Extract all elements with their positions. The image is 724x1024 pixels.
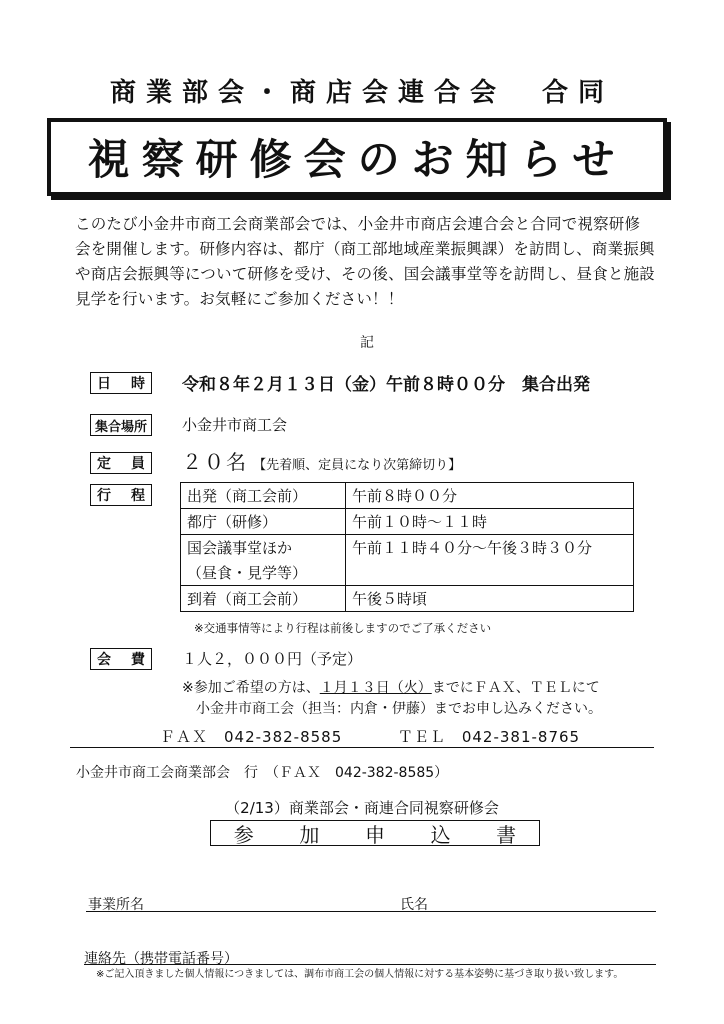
itinerary-place: 到着（商工会前） (181, 586, 346, 612)
application-pre: ※参加ご希望の方は、 (182, 680, 320, 696)
company-name-line[interactable] (86, 911, 656, 912)
form-title-char: 申 (364, 822, 385, 847)
name-label: 氏名 (400, 897, 428, 913)
page-title: 視察研修会のお知らせ (87, 135, 627, 184)
fee-label (90, 648, 152, 670)
capacity-label (90, 452, 152, 474)
fee-label-a: 会 (97, 652, 111, 668)
itinerary-place-line2: （昼食・見学等） (187, 564, 308, 582)
itinerary-time: 午前１０時～１１時 (346, 509, 634, 535)
fee-label-b: 費 (131, 652, 145, 668)
company-label: 事業所名 (88, 897, 144, 913)
application-line2: 小金井市商工会（担当：内倉・伊藤）までお申し込みください。 (196, 701, 602, 717)
date-value: 令和８年２月１３日（金）午前８時００分 集合出発 (182, 375, 590, 395)
intro-paragraph: このたび小金井市商工会商業部会では、小金井市商店会連合会と合同で視察研修会を開催します。研修内容は、都庁（商工部地域産業振興課）を訪問し、商業振興や商店会振興等について研修を受け、その後、国会議事堂等を訪問し、昼食と施設見学を行います。お気軽にご参加ください！！ (75, 215, 655, 308)
date-label-b: 時 (131, 376, 145, 392)
itinerary-label (90, 484, 152, 506)
itinerary-time: 午後５時頃 (346, 586, 634, 612)
application-line1 (182, 677, 600, 697)
capacity-note: 【先着順、定員になり次第締切り】 (253, 458, 462, 473)
date-label-a: 日 (97, 376, 111, 392)
title-box (47, 118, 667, 196)
contact-line (160, 726, 580, 747)
itinerary-place-line1: 国会議事堂ほか (187, 539, 293, 557)
contact-label: 連絡先（携帯電話番号） (84, 951, 238, 967)
place-value: 小金井市商工会 (182, 416, 288, 434)
capacity-value: ２０名 (182, 450, 248, 474)
capacity-label-b: 員 (131, 456, 145, 472)
ki-mark: 記 (360, 335, 374, 351)
itinerary-time: 午前１１時４０分～午後３時３０分 (346, 535, 634, 586)
itinerary-label-b: 程 (131, 488, 145, 504)
form-title-char: 参 (233, 822, 254, 847)
privacy-note: ※ご記入頂きました個人情報につきましては、調布市商工会の個人情報に対する基本姿勢に基づき取り扱い致します。 (96, 969, 624, 980)
form-title-box (210, 820, 540, 846)
application-post: までにＦＡＸ、ＴＥＬにて (431, 680, 600, 696)
itinerary-label-a: 行 (97, 488, 111, 504)
itinerary-table (180, 482, 634, 612)
table-row (181, 509, 634, 535)
form-title-char: 書 (496, 822, 517, 847)
contact-fax: ＦＡＸ 042-382-8585 (160, 728, 343, 746)
form-title-char: 加 (299, 822, 320, 847)
table-row (181, 586, 634, 612)
itinerary-place: 出発（商工会前） (181, 483, 346, 509)
table-row (181, 483, 634, 509)
divider (70, 747, 654, 748)
capacity-row (182, 446, 461, 475)
table-row (181, 535, 634, 586)
itinerary-note: ※交通事情等により行程は前後しますのでご了承ください (194, 621, 492, 635)
itinerary-place (181, 535, 346, 586)
application-deadline: １月１３日（火） (319, 680, 432, 696)
date-label (90, 372, 152, 394)
header-subtitle: 商業部会・商店会連合会 合同 (109, 78, 614, 108)
itinerary-place: 都庁（研修） (181, 509, 346, 535)
itinerary-time: 午前８時００分 (346, 483, 634, 509)
fee-value: １人２，０００円（予定） (182, 650, 363, 668)
form-subtitle: （2/13）商業部会・商連合同視察研修会 (225, 799, 499, 817)
capacity-label-a: 定 (97, 456, 111, 472)
contact-tel: ＴＥＬ 042-381-8765 (397, 728, 581, 746)
form-addressee: 小金井市商工会商業部会 行 （ＦＡＸ 042-382-8585） (76, 765, 449, 781)
place-label: 集合場所 (90, 414, 152, 436)
form-title-char: 込 (430, 822, 451, 847)
